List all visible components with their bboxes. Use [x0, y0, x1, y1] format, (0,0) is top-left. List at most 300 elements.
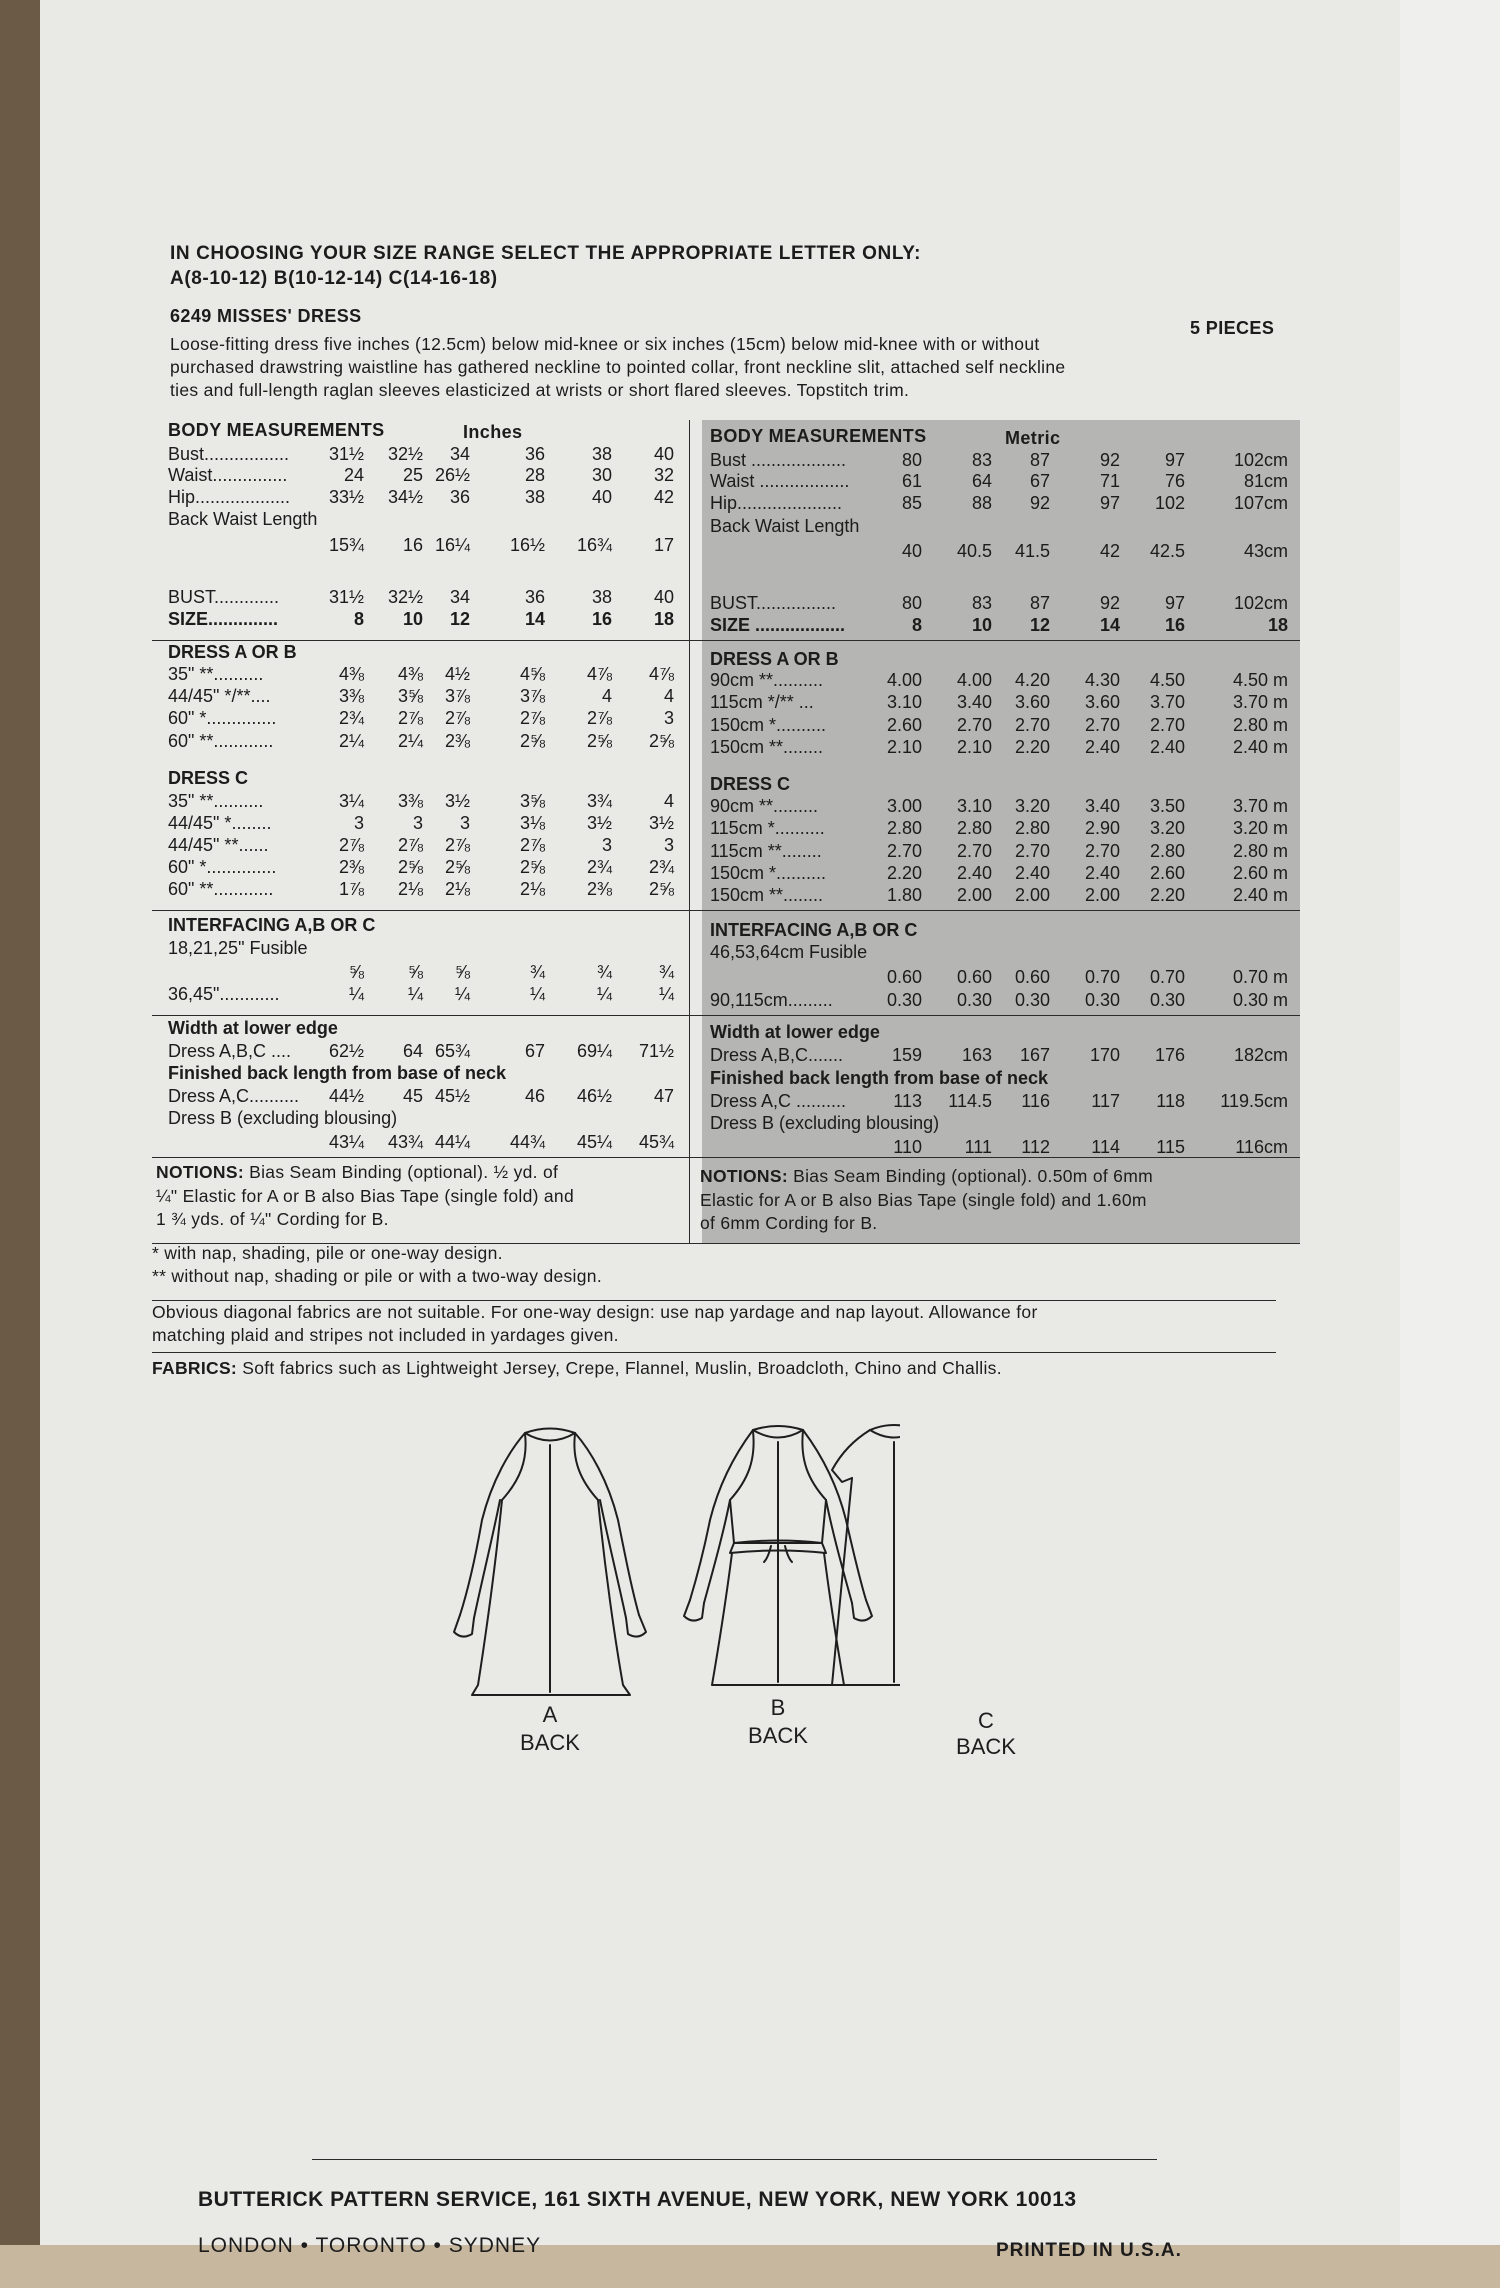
inches-dress-ab-3-value: 2⅝ [648, 731, 674, 751]
inches-dress-c-4-value: 2⅛ [444, 879, 470, 899]
inches-body-0-value: 31½ [328, 444, 364, 464]
metric-dress-c-1-value: 3.20 m [1232, 818, 1288, 838]
inches-bust-value: 38 [591, 587, 612, 607]
view-a-drawing [454, 1429, 646, 1696]
inches-dress-ab-0-label: 35" **.......... [168, 664, 264, 684]
inches-bust-value: 34 [449, 587, 470, 607]
diagonal-note-line-2: matching plaid and stripes not included in yardages given. [152, 1325, 619, 1345]
metric-dress-ab-2-value: 2.80 m [1232, 715, 1288, 735]
inches-interfacing-2-value: ¼ [454, 984, 470, 1004]
inches-back-waist-value: 16¼ [434, 535, 470, 555]
inches-width-value: 62½ [328, 1041, 364, 1061]
inches-back-ac-value: 44½ [328, 1086, 364, 1106]
inches-back-b-value: 43¼ [328, 1132, 364, 1152]
metric-interfacing-1-value: 0.60 [886, 967, 922, 987]
metric-body-2-value: 88 [971, 493, 992, 513]
inches-dress-ab-0-value: 4⅞ [586, 664, 612, 684]
metric-dress-ab-3-value: 2.20 [1014, 737, 1050, 757]
metric-bust-label: BUST................ [710, 593, 837, 613]
metric-back-length-heading: Finished back length from base of neck [710, 1068, 1049, 1088]
metric-dress-ab-0-label: 90cm **.......... [710, 670, 824, 690]
metric-bust-value: 102cm [1233, 593, 1288, 613]
inches-dress-c-3-label: 60" *.............. [168, 857, 277, 877]
inches-body-1-value: 30 [591, 465, 612, 485]
inches-dress-c-0-value: 3⅝ [519, 791, 545, 811]
inches-dress-ab-1-value: 3⅞ [519, 686, 545, 706]
inches-dress-c-2-value: 2⅞ [397, 835, 423, 855]
metric-dress-c-1-value: 3.20 [1149, 818, 1185, 838]
inches-dress-ab-1-value: 3⅞ [444, 686, 470, 706]
inches-back-ac-label: Dress A,C.......... [168, 1086, 300, 1106]
inches-size-value: 16 [591, 609, 612, 629]
metric-body-1-value: 67 [1029, 471, 1050, 491]
metric-back-b-value: 112 [1021, 1137, 1050, 1157]
inches-dress-c-2-value: 2⅞ [519, 835, 545, 855]
metric-dress-ab-2-value: 2.70 [956, 715, 992, 735]
metric-body-2-value: 97 [1099, 493, 1120, 513]
inches-dress-ab-1-value: 3⅜ [338, 686, 364, 706]
inches-dress-ab-3-value: 2¼ [397, 731, 423, 751]
metric-back-b-value: 115 [1156, 1137, 1185, 1157]
metric-bust-value: 80 [901, 593, 922, 613]
metric-dress-ab-1-value: 3.40 [956, 692, 992, 712]
metric-back-ac-value: 119.5cm [1220, 1091, 1288, 1111]
metric-dress-c-3-value: 2.20 [886, 863, 922, 883]
metric-dress-ab-1-value: 3.70 [1149, 692, 1185, 712]
inches-body-2-value: 34½ [387, 487, 423, 507]
metric-back-ac-value: 114.5 [948, 1091, 992, 1111]
inches-dress-c-2-value: 2⅞ [444, 835, 470, 855]
inches-dress-ab-3-value: 2⅜ [444, 731, 470, 751]
metric-back-waist-value: 43cm [1243, 541, 1288, 561]
inches-size-value: 14 [524, 609, 545, 629]
metric-dress-ab-2-label: 150cm *.......... [710, 715, 827, 735]
inches-interfacing-2-value: ¼ [529, 984, 545, 1004]
view-c-label-text: BACK [956, 1734, 1016, 1759]
garment-illustrations [440, 1420, 900, 1780]
metric-dress-c-2-value: 2.80 [1149, 841, 1185, 861]
inches-back-waist-label: Back Waist Length [168, 509, 318, 529]
inches-body-2-label: Hip................... [168, 487, 291, 507]
inches-dress-c-0-value: 3¼ [338, 791, 364, 811]
inches-dress-ab-2-value: 2⅞ [444, 708, 470, 728]
inches-interfacing-1-value: ¾ [596, 962, 612, 982]
metric-size-value: 10 [971, 615, 992, 635]
metric-interfacing-2-value: 0.30 [1149, 990, 1185, 1010]
metric-body-heading: BODY MEASUREMENTS [710, 426, 927, 446]
metric-notions-text-1: Bias Seam Binding (optional). 0.50m of 6mm [793, 1166, 1153, 1186]
inches-dress-c-1-value: 3 [459, 813, 470, 833]
metric-dress-c-0-label: 90cm **......... [710, 796, 819, 816]
inches-bust-value: 36 [524, 587, 545, 607]
metric-width-value: 170 [1089, 1045, 1120, 1065]
metric-dress-ab-3-value: 2.40 [1084, 737, 1120, 757]
inches-dress-c-0-label: 35" **.......... [168, 791, 264, 811]
metric-dress-c-1-value: 2.80 [956, 818, 992, 838]
metric-interfacing-2-value: 0.30 [1084, 990, 1120, 1010]
metric-body-0-label: Bust ................... [710, 450, 847, 470]
inches-body-2-value: 36 [449, 487, 470, 507]
inches-dress-c-2-value: 3 [601, 835, 612, 855]
metric-dress-c-4-label: 150cm **........ [710, 885, 824, 905]
metric-dress-ab-0-value: 4.00 [886, 670, 922, 690]
inches-dress-c-1-value: 3½ [648, 813, 674, 833]
metric-dress-c-heading: DRESS C [710, 774, 791, 794]
inches-back-b-value: 45¼ [576, 1132, 612, 1152]
inches-dress-ab-1-value: 3⅝ [397, 686, 423, 706]
metric-size-label: SIZE .................. [710, 615, 846, 635]
metric-body-1-value: 61 [901, 471, 922, 491]
inches-size-value: 8 [353, 609, 364, 629]
inches-dress-ab-2-value: 2⅞ [586, 708, 612, 728]
metric-body-0-value: 87 [1029, 450, 1050, 470]
inches-dress-ab-1-value: 4 [601, 686, 612, 706]
inches-interfacing-heading: INTERFACING A,B OR C [168, 915, 376, 935]
inches-dress-ab-1-label: 44/45" */**.... [168, 686, 271, 706]
inches-dress-c-3-value: 2⅝ [519, 857, 545, 877]
metric-dress-c-4-value: 1.80 [886, 885, 922, 905]
metric-dress-ab-0-value: 4.50 [1149, 670, 1185, 690]
metric-interfacing-2-label: 90,115cm......... [710, 990, 833, 1010]
metric-dress-c-0-value: 3.70 m [1232, 796, 1288, 816]
metric-size-value: 14 [1099, 615, 1120, 635]
inches-width-label: Dress A,B,C .... [168, 1041, 292, 1061]
inches-bust-label: BUST............. [168, 587, 280, 607]
inches-dress-c-4-value: 2⅛ [519, 879, 545, 899]
metric-back-ac-value: 118 [1156, 1091, 1185, 1111]
metric-dress-c-2-value: 2.70 [1014, 841, 1050, 861]
view-c-drawing [832, 1425, 900, 1685]
size-range-heading: IN CHOOSING YOUR SIZE RANGE SELECT THE APPROPRIATE LETTER ONLY: [170, 243, 922, 264]
metric-body-2-value: 107cm [1233, 493, 1288, 513]
metric-body-2-value: 92 [1029, 493, 1050, 513]
inches-bust-value: 40 [653, 587, 674, 607]
inches-dress-c-1-value: 3 [353, 813, 364, 833]
inches-dress-c-heading: DRESS C [168, 768, 249, 788]
view-a-label: BACK [520, 1730, 580, 1755]
metric-dress-c-1-label: 115cm *.......... [710, 818, 825, 838]
metric-dress-c-0-value: 3.20 [1014, 796, 1050, 816]
metric-bust-value: 97 [1164, 593, 1185, 613]
metric-dress-ab-2-value: 2.70 [1084, 715, 1120, 735]
metric-dress-ab-0-value: 4.20 [1014, 670, 1050, 690]
inches-dress-ab-3-value: 2⅝ [519, 731, 545, 751]
footer-rule [312, 2159, 1157, 2160]
inches-back-b-label: Dress B (excluding blousing) [168, 1108, 398, 1128]
metric-dress-ab-1-label: 115cm */** ... [710, 692, 814, 712]
metric-width-value: 159 [891, 1045, 922, 1065]
inches-interfacing-1-value: ¾ [658, 962, 674, 982]
metric-dress-c-3-label: 150cm *.......... [710, 863, 827, 883]
metric-bust-value: 87 [1029, 593, 1050, 613]
metric-interfacing-1-value: 0.70 m [1232, 967, 1288, 987]
inches-body-1-value: 24 [343, 465, 364, 485]
inches-body-2-value: 33½ [328, 487, 364, 507]
inches-back-waist-value: 16½ [509, 535, 545, 555]
rule-size [152, 640, 1300, 641]
fabrics-line [152, 1358, 1002, 1379]
metric-dress-c-3-value: 2.40 [956, 863, 992, 883]
inches-notions-line-1 [156, 1162, 558, 1183]
inches-dress-c-0-value: 3½ [444, 791, 470, 811]
metric-dress-c-0-value: 3.00 [886, 796, 922, 816]
inches-interfacing-fusible: 18,21,25" Fusible [168, 938, 308, 958]
inches-back-waist-value: 16 [402, 535, 423, 555]
metric-body-1-value: 76 [1164, 471, 1185, 491]
metric-dress-ab-heading: DRESS A OR B [710, 649, 839, 669]
inches-dress-c-1-value: 3⅛ [519, 813, 545, 833]
inches-dress-ab-0-value: 4⅞ [648, 664, 674, 684]
inches-dress-ab-2-value: 2¾ [338, 708, 364, 728]
inches-back-ac-value: 47 [653, 1086, 674, 1106]
inches-body-0-label: Bust................. [168, 444, 290, 464]
inches-width-heading: Width at lower edge [168, 1018, 338, 1038]
metric-back-b-value: 111 [964, 1137, 992, 1157]
metric-width-heading: Width at lower edge [710, 1022, 880, 1042]
inches-unit: Inches [463, 422, 523, 442]
inches-dress-ab-0-value: 4⅝ [519, 664, 545, 684]
inches-interfacing-1-value: ⅝ [454, 962, 470, 982]
metric-bust-value: 92 [1099, 593, 1120, 613]
inches-notions-line-3: 1 ¾ yds. of ¼" Cording for B. [156, 1209, 389, 1229]
fabrics-head: FABRICS: [152, 1358, 238, 1378]
metric-body-0-value: 80 [901, 450, 922, 470]
metric-back-b-label: Dress B (excluding blousing) [710, 1113, 940, 1133]
metric-dress-ab-0-value: 4.00 [956, 670, 992, 690]
inches-back-b-value: 44¾ [509, 1132, 545, 1152]
view-a-letter: A [542, 1702, 558, 1727]
pattern-title: 6249 MISSES' DRESS [170, 306, 362, 326]
metric-interfacing-heading: INTERFACING A,B OR C [710, 920, 918, 940]
rule-dress-c [152, 910, 1300, 911]
inches-body-heading: BODY MEASUREMENTS [168, 420, 385, 440]
metric-dress-c-2-value: 2.80 m [1232, 841, 1288, 861]
inches-dress-c-0-value: 3⅜ [397, 791, 423, 811]
inches-dress-ab-1-value: 4 [663, 686, 674, 706]
inches-back-b-value: 43¾ [387, 1132, 423, 1152]
metric-body-1-value: 64 [971, 471, 992, 491]
inches-back-waist-value: 17 [653, 535, 674, 555]
metric-body-2-label: Hip..................... [710, 493, 843, 513]
inches-body-0-value: 36 [524, 444, 545, 464]
inches-back-waist-value: 15¾ [328, 535, 364, 555]
inches-body-1-label: Waist............... [168, 465, 288, 485]
metric-dress-c-0-value: 3.50 [1149, 796, 1185, 816]
inches-body-2-value: 38 [524, 487, 545, 507]
view-b-letter: B [770, 1695, 786, 1720]
metric-dress-c-1-value: 2.90 [1084, 818, 1120, 838]
metric-dress-ab-3-value: 2.40 [1149, 737, 1185, 757]
metric-dress-c-4-value: 2.20 [1149, 885, 1185, 905]
inches-body-1-value: 32 [653, 465, 674, 485]
inches-dress-c-3-value: 2¾ [648, 857, 674, 877]
inches-dress-c-1-value: 3 [412, 813, 423, 833]
printed-in: PRINTED IN U.S.A. [996, 2240, 1182, 2261]
metric-back-ac-value: 116 [1021, 1091, 1050, 1111]
inches-dress-ab-0-value: 4⅜ [338, 664, 364, 684]
metric-dress-c-2-label: 115cm **........ [710, 841, 822, 861]
metric-width-label: Dress A,B,C....... [710, 1045, 844, 1065]
metric-body-0-value: 83 [971, 450, 992, 470]
metric-width-value: 176 [1154, 1045, 1185, 1065]
inches-dress-c-4-value: 1⅞ [338, 879, 364, 899]
metric-body-2-value: 102 [1154, 493, 1185, 513]
inches-back-ac-value: 46½ [576, 1086, 612, 1106]
metric-dress-c-4-value: 2.00 [956, 885, 992, 905]
inches-size-value: 12 [449, 609, 470, 629]
inches-interfacing-1-value: ¾ [529, 962, 545, 982]
metric-body-0-value: 102cm [1233, 450, 1288, 470]
inches-width-value: 64 [402, 1041, 423, 1061]
rule-fabrics [152, 1352, 1276, 1353]
metric-body-0-value: 92 [1099, 450, 1120, 470]
metric-back-waist-value: 41.5 [1014, 541, 1050, 561]
metric-dress-c-2-value: 2.70 [886, 841, 922, 861]
metric-body-0-value: 97 [1164, 450, 1185, 470]
company-address: BUTTERICK PATTERN SERVICE, 161 SIXTH AVENUE, NEW YORK, NEW YORK 10013 [198, 2188, 1077, 2211]
metric-body-1-label: Waist .................. [710, 471, 850, 491]
diagonal-note-line-1: Obvious diagonal fabrics are not suitable. For one-way design: use nap yardage and nap layout. Allowance for [152, 1302, 1038, 1322]
metric-dress-c-2-value: 2.70 [956, 841, 992, 861]
metric-back-waist-value: 40 [901, 541, 922, 561]
inches-dress-ab-2-value: 3 [663, 708, 674, 728]
metric-width-value: 167 [1019, 1045, 1050, 1065]
metric-unit: Metric [1005, 428, 1061, 448]
pattern-pieces: 5 PIECES [1190, 318, 1275, 338]
inches-size-label: SIZE.............. [168, 609, 279, 629]
envelope-edge [1400, 0, 1500, 2288]
inches-dress-ab-3-value: 2¼ [338, 731, 364, 751]
metric-dress-c-0-value: 3.10 [956, 796, 992, 816]
inches-back-waist-value: 16¾ [576, 535, 612, 555]
metric-dress-ab-2-value: 2.70 [1014, 715, 1050, 735]
metric-dress-ab-1-value: 3.10 [886, 692, 922, 712]
inches-interfacing-2-value: ¼ [348, 984, 364, 1004]
metric-dress-c-3-value: 2.60 m [1232, 863, 1288, 883]
inches-dress-c-3-value: 2⅝ [444, 857, 470, 877]
inches-back-length-heading: Finished back length from base of neck [168, 1063, 507, 1083]
inches-dress-c-3-value: 2¾ [586, 857, 612, 877]
metric-body-1-value: 71 [1099, 471, 1120, 491]
metric-interfacing-fusible: 46,53,64cm Fusible [710, 942, 868, 962]
metric-size-value: 12 [1029, 615, 1050, 635]
inches-notions-text-1: Bias Seam Binding (optional). ½ yd. of [249, 1162, 559, 1182]
rule-interfacing [152, 1015, 1300, 1016]
pattern-description-line-1: Loose-fitting dress five inches (12.5cm) below mid-knee or six inches (15cm) below mid-knee with or without [170, 334, 1040, 354]
inches-dress-c-0-value: 3¾ [586, 791, 612, 811]
metric-back-waist-value: 42 [1099, 541, 1120, 561]
metric-dress-c-3-value: 2.40 [1014, 863, 1050, 883]
inches-dress-ab-0-value: 4½ [444, 664, 470, 684]
inches-bust-value: 32½ [387, 587, 423, 607]
metric-interfacing-2-value: 0.30 [956, 990, 992, 1010]
metric-body-1-value: 81cm [1243, 471, 1288, 491]
metric-width-value: 182cm [1233, 1045, 1288, 1065]
inches-back-ac-value: 45 [402, 1086, 423, 1106]
inches-dress-c-4-value: 2⅜ [586, 879, 612, 899]
metric-back-b-value: 110 [893, 1137, 922, 1157]
metric-dress-c-4-value: 2.40 m [1232, 885, 1288, 905]
inches-dress-c-0-value: 4 [663, 791, 674, 811]
inches-interfacing-2-value: ¼ [407, 984, 423, 1004]
metric-notions-line-2: Elastic for A or B also Bias Tape (single fold) and 1.60m [700, 1190, 1147, 1210]
inches-notions-line-2: ¼" Elastic for A or B also Bias Tape (single fold) and [156, 1186, 574, 1206]
inches-dress-c-2-label: 44/45" **...... [168, 835, 269, 855]
metric-notions-line-3: of 6mm Cording for B. [700, 1213, 878, 1233]
inches-dress-c-1-value: 3½ [586, 813, 612, 833]
inches-dress-c-2-value: 2⅞ [338, 835, 364, 855]
metric-back-b-value: 114 [1091, 1137, 1120, 1157]
inches-size-value: 18 [653, 609, 674, 629]
metric-interfacing-1-value: 0.70 [1149, 967, 1185, 987]
metric-size-value: 16 [1164, 615, 1185, 635]
inches-bust-value: 31½ [328, 587, 364, 607]
metric-interfacing-1-value: 0.60 [956, 967, 992, 987]
view-c-letter-text: C [978, 1708, 994, 1733]
inches-width-value: 71½ [638, 1041, 674, 1061]
inches-dress-c-2-value: 3 [663, 835, 674, 855]
metric-dress-c-2-value: 2.70 [1084, 841, 1120, 861]
inches-dress-ab-3-label: 60" **............ [168, 731, 274, 751]
metric-dress-ab-1-value: 3.70 m [1232, 692, 1288, 712]
metric-body-2-value: 85 [901, 493, 922, 513]
metric-interfacing-2-value: 0.30 [1014, 990, 1050, 1010]
metric-dress-ab-1-value: 3.60 [1084, 692, 1120, 712]
metric-dress-c-1-value: 2.80 [1014, 818, 1050, 838]
inches-body-1-value: 25 [402, 465, 423, 485]
metric-dress-c-3-value: 2.40 [1084, 863, 1120, 883]
metric-dress-ab-3-label: 150cm **........ [710, 737, 824, 757]
inches-back-b-value: 44¼ [434, 1132, 470, 1152]
metric-dress-c-3-value: 2.60 [1149, 863, 1185, 883]
inches-dress-ab-2-value: 2⅞ [519, 708, 545, 728]
metric-width-value: 163 [961, 1045, 992, 1065]
metric-dress-c-0-value: 3.40 [1084, 796, 1120, 816]
inches-width-value: 69¼ [576, 1041, 612, 1061]
inches-size-value: 10 [402, 609, 423, 629]
metric-dress-ab-3-value: 2.10 [956, 737, 992, 757]
metric-dress-ab-2-value: 2.70 [1149, 715, 1185, 735]
inches-dress-c-4-value: 2⅝ [648, 879, 674, 899]
footnote-with-nap: * with nap, shading, pile or one-way design. [152, 1243, 503, 1263]
inches-interfacing-2-label: 36,45"............ [168, 984, 280, 1004]
metric-back-ac-label: Dress A,C .......... [710, 1091, 847, 1111]
inches-dress-ab-3-value: 2⅝ [586, 731, 612, 751]
metric-bust-value: 83 [971, 593, 992, 613]
inches-interfacing-1-value: ⅝ [407, 962, 423, 982]
inches-back-b-value: 45¾ [638, 1132, 674, 1152]
metric-back-waist-value: 40.5 [956, 541, 992, 561]
inches-body-1-value: 26½ [434, 465, 470, 485]
inches-dress-c-3-value: 2⅝ [397, 857, 423, 877]
fabrics-text: Soft fabrics such as Lightweight Jersey, Crepe, Flannel, Muslin, Broadcloth, Chino and Challis. [242, 1358, 1002, 1378]
inches-body-2-value: 40 [591, 487, 612, 507]
inches-notions-head: NOTIONS: [156, 1162, 244, 1182]
inches-body-0-value: 40 [653, 444, 674, 464]
inches-dress-c-4-label: 60" **............ [168, 879, 274, 899]
footnote-without-nap: ** without nap, shading or pile or with a two-way design. [152, 1266, 602, 1286]
inches-dress-c-1-label: 44/45" *........ [168, 813, 272, 833]
inches-dress-ab-0-value: 4⅜ [397, 664, 423, 684]
metric-back-waist-value: 42.5 [1149, 541, 1185, 561]
metric-dress-c-4-value: 2.00 [1014, 885, 1050, 905]
inches-body-2-value: 42 [653, 487, 674, 507]
size-range-letters: A(8-10-12) B(10-12-14) C(14-16-18) [170, 268, 498, 289]
inches-dress-c-3-value: 2⅜ [338, 857, 364, 877]
metric-dress-ab-2-value: 2.60 [886, 715, 922, 735]
metric-size-value: 8 [911, 615, 922, 635]
inches-back-ac-value: 45½ [434, 1086, 470, 1106]
